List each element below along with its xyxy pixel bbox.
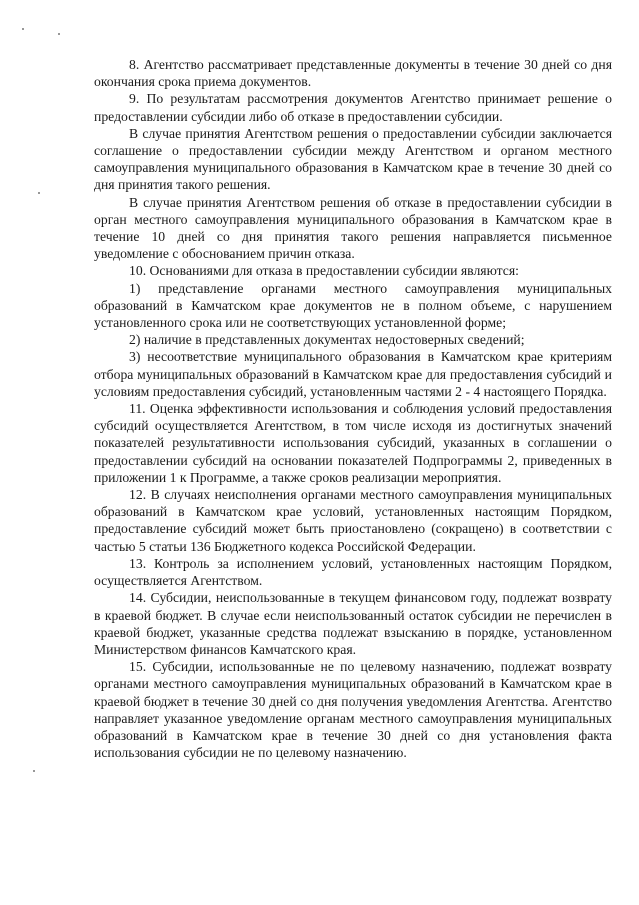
paragraph-10: 10. Основаниями для отказа в предоставлении субсидии являются: bbox=[129, 263, 519, 279]
scan-speck bbox=[38, 192, 40, 194]
paragraph-13: 13. Контроль за исполнением условий, установленных настоящим Порядком, осуществляется Агентством. bbox=[94, 555, 612, 589]
paragraph-15: 15. Субсидии, использованные не по целевому назначению, подлежат возврату органами местного самоуправления муниципальных образований в Камчатском крае в краевой бюджет в течение 30 дней со дня получения уведомления Агентства. Агентство направляет указанное уведомление органам местного самоуправления муниципальных образований в Камчатском крае в течение 30 дней со дня установления факта использования субсидии не по целевому назначению. bbox=[94, 659, 612, 761]
document-page bbox=[94, 56, 612, 761]
paragraph-9: 9. По результатам рассмотрения документов Агентство принимает решение о предоставлении субсидии либо об отказе в предоставлении субсидии. bbox=[94, 91, 612, 124]
scan-speck bbox=[22, 28, 24, 30]
paragraph-9-refusal: В случае принятия Агентством решения об отказе в предоставлении субсидии в орган местного самоуправления муниципального образования в Камчатском крае в течение 10 дней со дня принятия такого решения направляется письменное уведомление с обоснованием причин отказа. bbox=[94, 194, 612, 262]
scan-speck bbox=[58, 33, 60, 35]
paragraph-12: 12. В случаях неисполнения органами местного самоуправления муниципальных образований в Камчатском крае условий, установленных настоящим Порядком, предоставление субсидий может быть приостановлено (сокращено) в соответствии с частью 5 статьи 136 Бюджетного кодекса Российской Федерации. bbox=[94, 487, 612, 554]
scan-speck bbox=[33, 770, 35, 772]
paragraph-10-item-2: 2) наличие в представленных документах недостоверных сведений; bbox=[129, 332, 525, 348]
paragraph-10-item-3: 3) несоответствие муниципального образования в Камчатском крае критериям отбора муниципальных образований в Камчатском крае для предоставления субсидий и условиям предоставления субсидий, установленным частями 2 - 4 настоящего Порядка. bbox=[94, 349, 612, 399]
paragraph-11: 11. Оценка эффективности использования и соблюдения условий предоставления субсидий осуществляется Агентством, в том числе исходя из достигнутых значений показателей результативности использования субсидий, указанных в соглашении о предоставлении субсидий на основании показателей Подпрограммы 2, приведенных в приложении 1 к Программе, а также сроков реализации мероприятия. bbox=[94, 401, 612, 485]
paragraph-10-item-1: 1) представление органами местного самоуправления муниципальных образований в Камчатском крае документов не в полном объеме, с нарушением установленного срока или не соответствующих установленной форме; bbox=[94, 280, 612, 331]
paragraph-8: 8. Агентство рассматривает представленные документы в течение 30 дней со дня окончания срока приема документов. bbox=[94, 57, 612, 90]
paragraph-9-agreement: В случае принятия Агентством решения о предоставлении субсидии заключается соглашение о предоставлении субсидии между Агентством и органом местного самоуправления муниципального образования в Камчатском крае в течение 30 дней со дня принятия такого решения. bbox=[94, 125, 612, 193]
paragraph-14: 14. Субсидии, неиспользованные в текущем финансовом году, подлежат возврату в краевой бюджет. В случае если неиспользованный остаток субсидии не перечислен в краевой бюджет, указанные средства подлежат взысканию в порядке, установленном Министерством финансов Камчатского края. bbox=[94, 590, 612, 657]
